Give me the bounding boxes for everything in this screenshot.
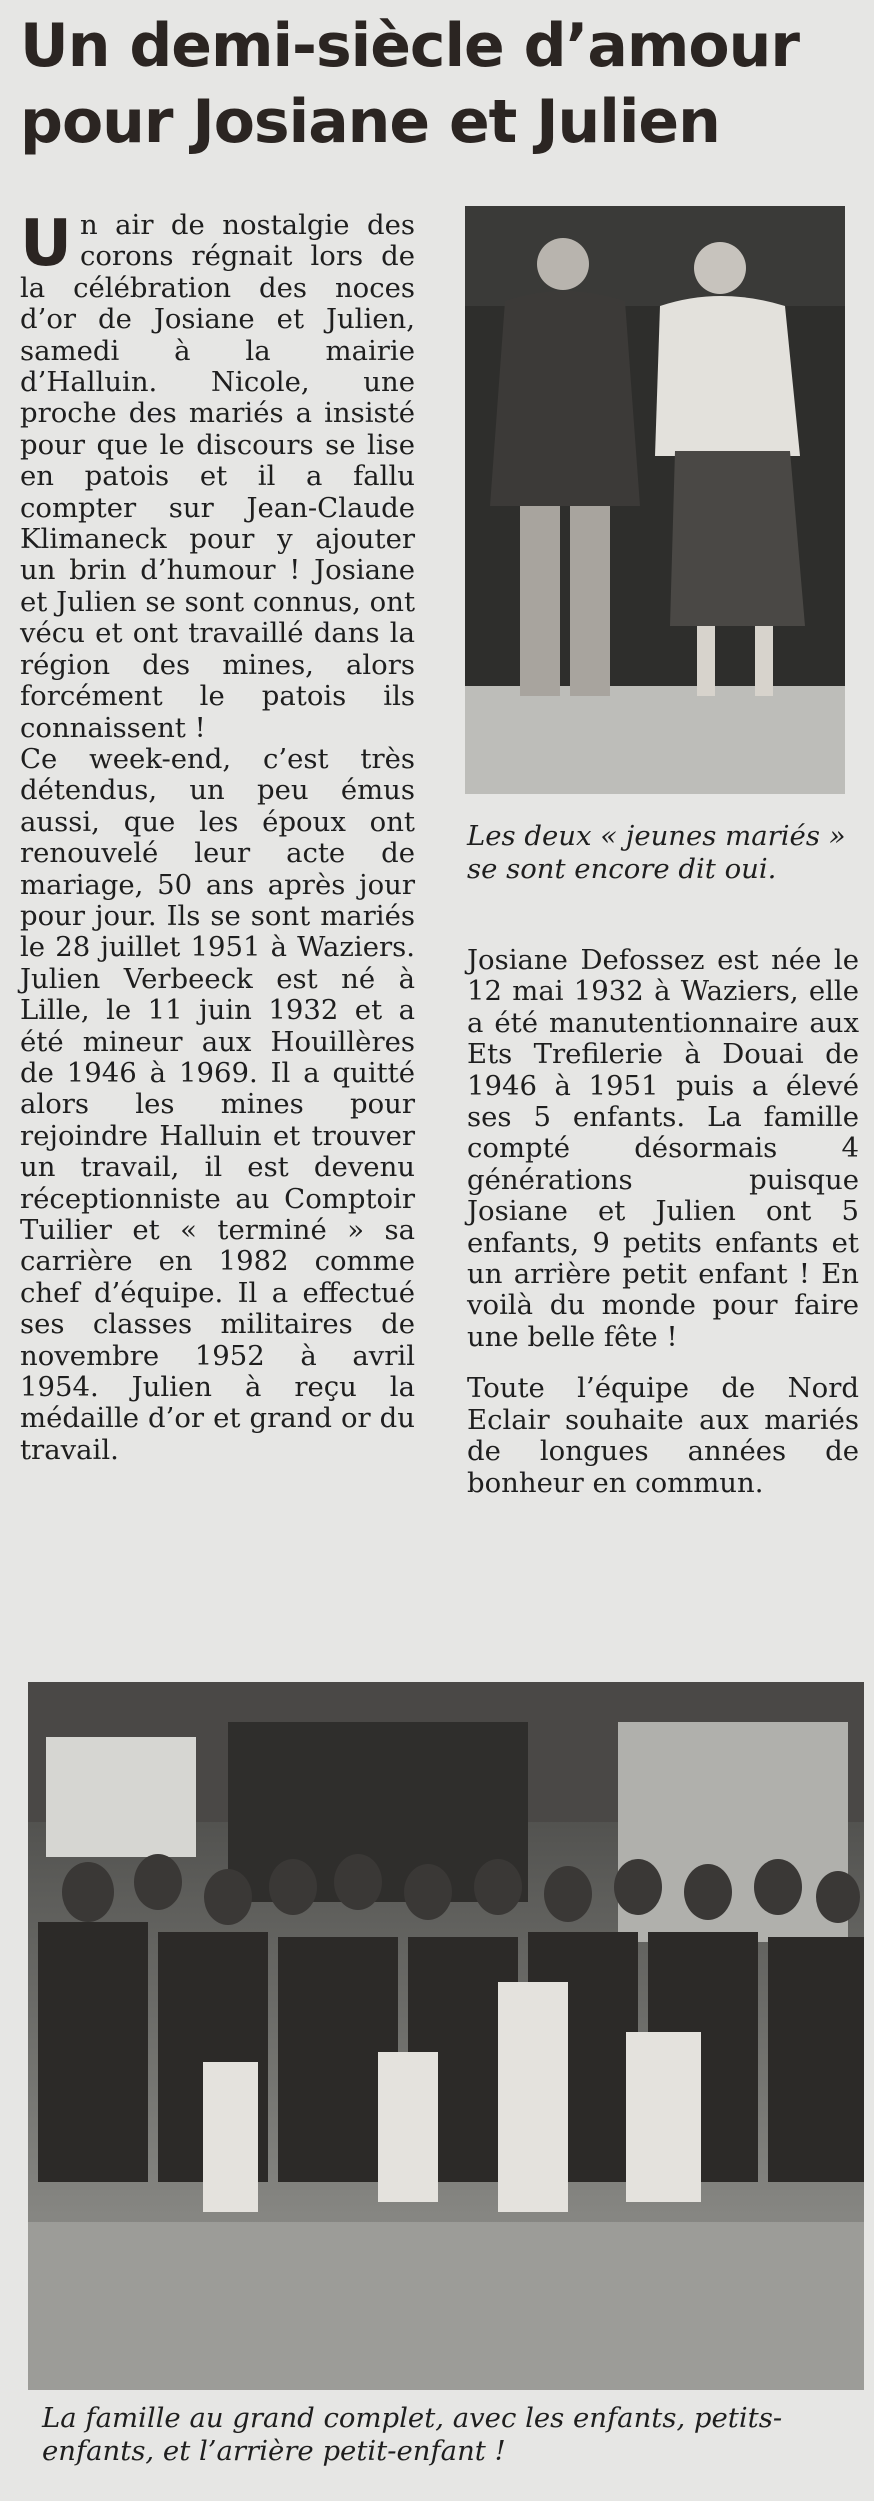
article-paragraph-3: Josiane Defossez est née le 12 mai 1932 à Waziers, elle a été manutentionnaire aux Ets Trefilerie à Douai de 1946 à 1951 puis a élevé ses 5 enfants. La famille compté désormais 4 générations puisque Josiane et Julien ont 5 enfants, 9 petits enfants et un arrière petit enfant ! En voilà du monde pour faire une belle fête ! [467, 944, 859, 1353]
drop-cap: U [20, 207, 72, 281]
couple-photo-illustration [465, 206, 845, 794]
headline [20, 8, 860, 160]
family-group-photo [28, 1682, 864, 2390]
headline-line-2: pour Josiane et Julien [20, 87, 720, 157]
headline-line-1: Un demi-siècle d’amour [20, 11, 799, 81]
family-photo-caption: La famille au grand complet, avec les enfants, petits-enfants, et l’arrière petit-enfant ! [42, 2402, 783, 2467]
article-right-column [467, 945, 859, 1519]
article-left-column [20, 207, 415, 1466]
family-photo-illustration [28, 1682, 864, 2390]
paragraph-1-text: n air de nostalgie des corons régnait lors de la célébration des noces d’or de Josiane et Julien, samedi à la mairie d’Halluin. Nicole, une proche des mariés a insisté pour que le discours se lise en patois et il a fallu compter sur Jean-Claude Klimaneck pour y ajouter un brin d’humour ! Josiane et Julien se sont connus, ont vécu et ont travaillé dans la région des mines, alors forcément le patois ils connaissent ! [20, 209, 415, 744]
couple-photo-caption: Les deux « jeunes mariés » se sont encore dit oui. [467, 820, 846, 885]
article-paragraph-4: Toute l’équipe de Nord Eclair souhaite aux mariés de longues années de bonheur en commun. [467, 1372, 859, 1499]
article-paragraph-2: Ce week-end, c’est très détendus, un peu émus aussi, que les époux ont renouvelé leur acte de mariage, 50 ans après jour pour jour. Ils se sont mariés le 28 juillet 1951 à Waziers. Julien Verbeeck est né à Lille, le 11 juin 1932 et a été mineur aux Houillères de 1946 à 1969. Il a quitté alors les mines pour rejoindre Halluin et trouver un travail, il est devenu réceptionniste au Comptoir Tuilier et « terminé » sa carrière en 1982 comme chef d’équipe. Il a effectué ses classes militaires de novembre 1952 à avril 1954. Julien à reçu la médaille d’or et grand or du travail. [20, 742, 415, 1466]
couple-photo [465, 206, 845, 794]
article-paragraph-1 [20, 207, 415, 744]
